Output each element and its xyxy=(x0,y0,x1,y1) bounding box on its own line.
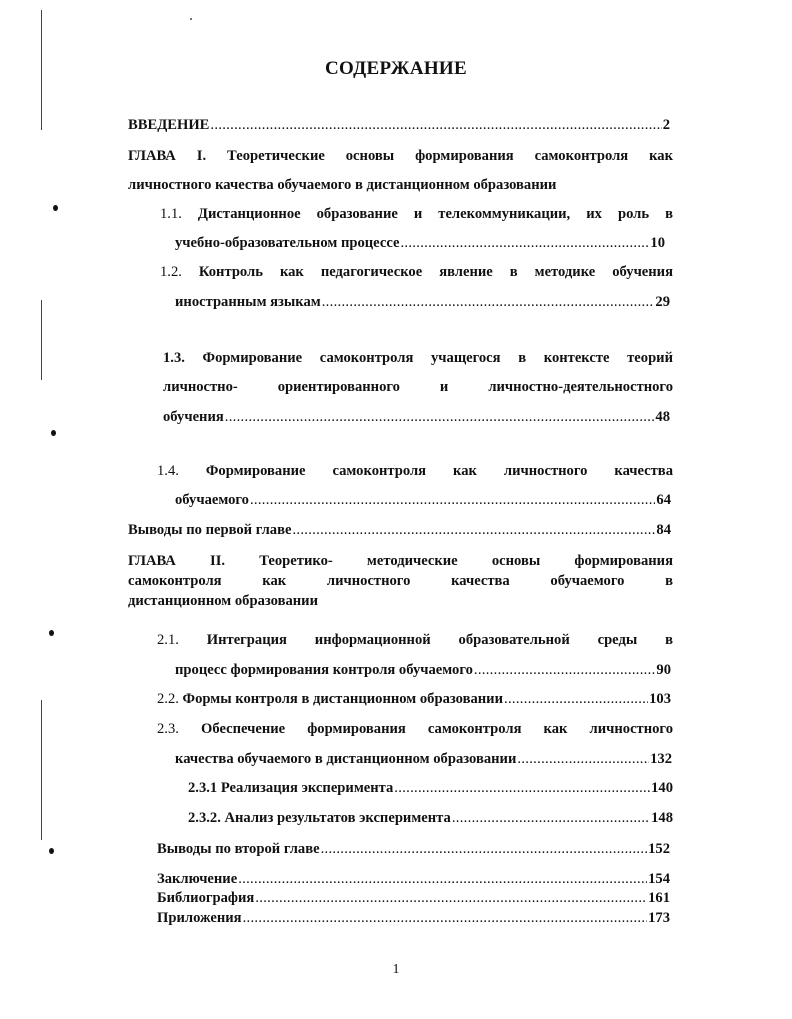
toc-label: 2.3.1 Реализация эксперимента xyxy=(188,780,394,796)
toc-entry-2-3-1 xyxy=(188,780,673,797)
dot-leader xyxy=(321,841,648,858)
toc-label: обучаемого xyxy=(175,492,249,508)
toc-label: качества обучаемого в дистанционном образовании xyxy=(175,751,517,767)
toc-label: Выводы по второй главе xyxy=(157,841,320,857)
toc-page: 90 xyxy=(656,662,671,678)
toc-1-4-line2 xyxy=(175,492,671,509)
page-title: СОДЕРЖАНИЕ xyxy=(325,58,467,79)
scan-speck xyxy=(190,18,192,20)
toc-page: 132 xyxy=(650,751,672,767)
dot-leader xyxy=(255,890,647,907)
dot-leader xyxy=(504,691,648,708)
toc-chapter2-line1: ГЛАВА II. Теоретико- методические основы формирования xyxy=(128,553,673,569)
dot-leader xyxy=(243,910,648,927)
scan-dot xyxy=(51,430,56,436)
scan-margin-line xyxy=(41,700,42,840)
toc-page: 29 xyxy=(655,294,670,310)
toc-label: учебно-образовательном процессе xyxy=(175,235,400,251)
toc-page: 161 xyxy=(648,890,670,906)
toc-chapter1-line1: ГЛАВА I. Теоретические основы формирования самоконтроля как xyxy=(128,148,673,164)
toc-chapter2-line2: самоконтроля как личностного качества обучаемого в xyxy=(128,573,673,589)
dot-leader xyxy=(250,492,655,509)
toc-2-3-line2 xyxy=(175,751,672,768)
toc-page: 140 xyxy=(651,780,673,796)
toc-number: 2.3. xyxy=(157,721,179,737)
dot-leader xyxy=(394,780,650,797)
toc-page: 10 xyxy=(650,235,665,251)
toc-entry-2-3-2 xyxy=(188,810,673,827)
scan-dot xyxy=(53,205,58,211)
scan-dot xyxy=(49,848,54,854)
toc-label: процесс формирования контроля обучаемого xyxy=(175,662,473,678)
toc-page: 84 xyxy=(656,522,671,538)
toc-1-2-line1: 1.2. Контроль как педагогическое явление в методике обучения xyxy=(160,264,673,280)
toc-page: 152 xyxy=(648,841,670,857)
toc-page: 2 xyxy=(662,117,670,133)
dot-leader xyxy=(225,409,655,426)
toc-label: Приложения xyxy=(157,910,242,926)
toc-2-1-line2 xyxy=(175,662,671,679)
dot-leader xyxy=(210,117,661,134)
toc-page: 48 xyxy=(655,409,670,425)
toc-1-1-line1: 1.1. Дистанционное образование и телекоммуникации, их роль в xyxy=(160,206,673,222)
toc-1-4-line1: 1.4. Формирование самоконтроля как личностного качества xyxy=(157,463,673,479)
toc-2-1-line1: 2.1. Интеграция информационной образовательной среды в xyxy=(157,632,673,648)
toc-number: 2.2. xyxy=(157,691,179,707)
dot-leader xyxy=(474,662,656,679)
toc-chapter1-line2: личностного качества обучаемого в дистанционном образовании xyxy=(128,177,557,193)
dot-leader xyxy=(452,810,650,827)
toc-chapter2-line3: дистанционном образовании xyxy=(128,593,318,609)
toc-page: 154 xyxy=(648,871,670,887)
toc-entry-intro xyxy=(128,117,670,134)
toc-page: 103 xyxy=(649,691,671,707)
toc-entry-bibliography xyxy=(157,890,670,907)
toc-entry-conclusion xyxy=(157,871,670,888)
toc-label: Заключение xyxy=(157,871,238,887)
toc-label: Выводы по первой главе xyxy=(128,522,292,538)
dot-leader xyxy=(322,294,655,311)
toc-1-3-line1: 1.3. Формирование самоконтроля учащегося в контексте теорий xyxy=(163,350,673,366)
toc-number: 1.1. xyxy=(160,206,182,222)
toc-2-3-line1: 2.3. Обеспечение формирования самоконтроля как личностного xyxy=(157,721,673,737)
dot-leader xyxy=(238,871,647,888)
toc-page: 64 xyxy=(656,492,671,508)
dot-leader xyxy=(517,751,649,768)
toc-page: 173 xyxy=(648,910,670,926)
toc-number: 1.4. xyxy=(157,463,179,479)
toc-1-3-line3 xyxy=(163,409,670,426)
toc-label: ВВЕДЕНИЕ xyxy=(128,117,210,133)
toc-label: Библиография xyxy=(157,890,255,906)
scan-dot xyxy=(49,630,54,636)
toc-page: 148 xyxy=(651,810,673,826)
toc-label: 2.3.2. Анализ результатов эксперимента xyxy=(188,810,451,826)
toc-label: иностранным языкам xyxy=(175,294,321,310)
toc-entry-2-2 xyxy=(157,691,671,708)
toc-1-2-line2 xyxy=(175,294,670,311)
toc-entry-appendices xyxy=(157,910,670,927)
toc-number: 1.2. xyxy=(160,264,182,280)
dot-leader xyxy=(400,235,649,252)
toc-label: обучения xyxy=(163,409,224,425)
page-number: 1 xyxy=(392,962,400,977)
toc-label: Формы контроля в дистанционном образовании xyxy=(182,691,503,707)
toc-1-3-line2: личностно- ориентированного и личностно-деятельностного xyxy=(163,379,673,395)
toc-1-1-line2 xyxy=(175,235,665,252)
toc-entry-conclusions2 xyxy=(157,841,670,858)
toc-entry-conclusions1 xyxy=(128,522,671,539)
dot-leader xyxy=(292,522,655,539)
scan-margin-line xyxy=(41,300,42,380)
toc-number: 2.1. xyxy=(157,632,179,648)
